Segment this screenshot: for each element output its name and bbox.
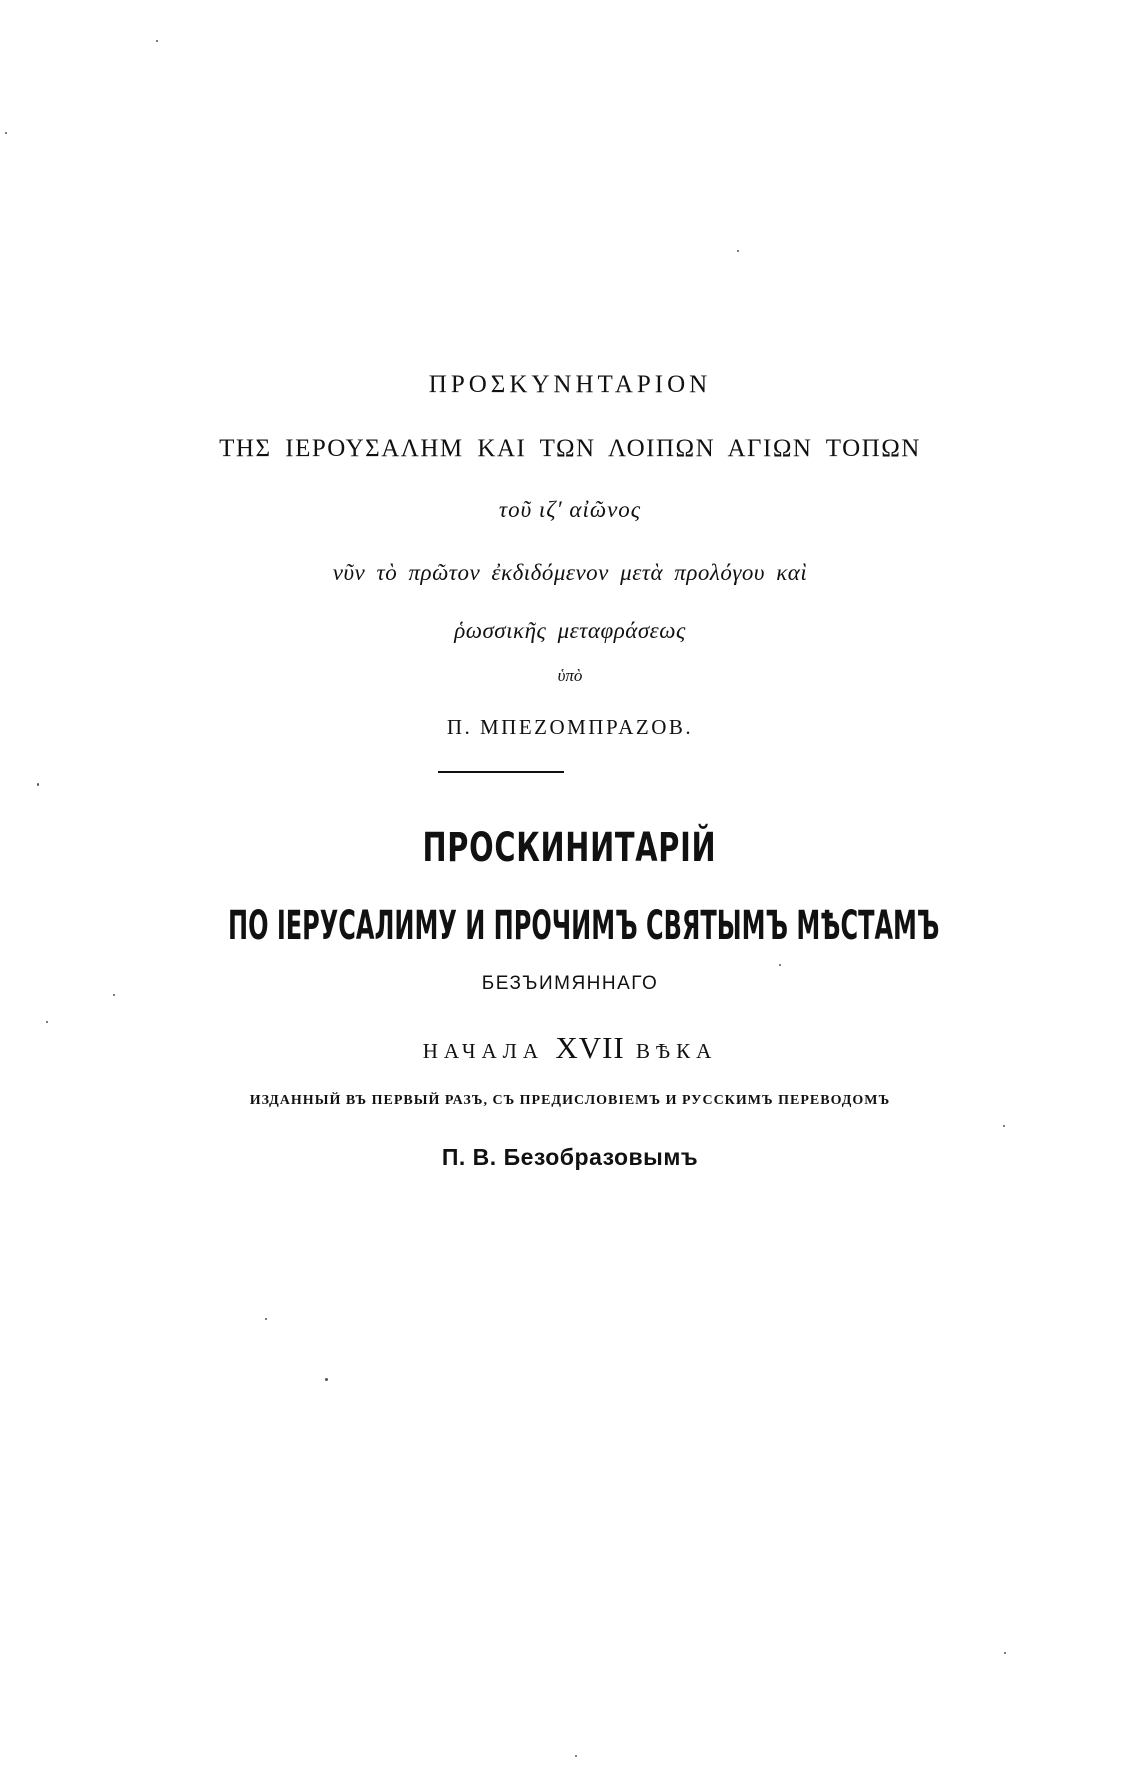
greek-century-line: τοῦ ιζ′ αἰῶνος — [498, 497, 642, 522]
anonymous-author-line: БЕЗЪИМЯННАГО — [481, 973, 659, 994]
greek-edition-line-2: ῥωσσικῆς μεταφράσεως — [454, 618, 686, 643]
century-suffix: ВѢКА — [636, 1039, 718, 1063]
greek-by-line: ὑπὸ — [557, 666, 583, 685]
scan-speck — [46, 1021, 48, 1023]
scan-speck — [737, 250, 739, 252]
scan-speck — [575, 1755, 577, 1757]
century-roman-numeral: XVII — [555, 1030, 625, 1065]
greek-edition-line-1: νῦν τὸ πρῶτον ἐκδιδόμενον μετὰ προλόγου καὶ — [332, 560, 808, 585]
century-prefix: НАЧАЛА — [422, 1039, 545, 1063]
russian-author: П. В. Безобразовымъ — [441, 1144, 699, 1170]
slavonic-subtitle: ПО ІЕРУСАЛИМУ И ПРОЧИМЪ СВЯТЫМЪ МѢСТАМЪ — [228, 903, 940, 949]
century-line — [0, 1032, 1140, 1063]
section-divider — [438, 771, 564, 773]
slavonic-title: ПРОСКИНИТАРІЙ — [422, 825, 717, 871]
scan-speck — [113, 994, 115, 996]
greek-author: Π. ΜΠΕΖΟΜΠΡΑΖΟΒ. — [446, 715, 694, 739]
scan-speck — [1004, 1652, 1006, 1654]
scan-speck — [1003, 1125, 1005, 1127]
greek-subtitle: ΤΗΣ ΙΕΡΟΥΣΑΛΗΜ ΚΑΙ ΤΩΝ ΛΟΙΠΩΝ ΑΓΙΩΝ ΤΟΠΩΝ — [219, 435, 921, 462]
scan-speck — [779, 964, 781, 966]
scan-speck — [325, 1378, 328, 1381]
scan-speck — [37, 783, 39, 786]
publication-note: ИЗДАННЫЙ ВЪ ПЕРВЫЙ РАЗЪ, СЪ ПРЕДИСЛОВІЕМЪ И РУССКИМЪ ПЕРЕВОДОМЪ — [249, 1093, 891, 1108]
scan-speck — [156, 40, 158, 42]
greek-title: ΠΡΟΣΚΥΝΗΤΑΡΙΟΝ — [428, 371, 712, 398]
scan-speck — [265, 1318, 267, 1320]
scan-speck — [5, 132, 7, 134]
